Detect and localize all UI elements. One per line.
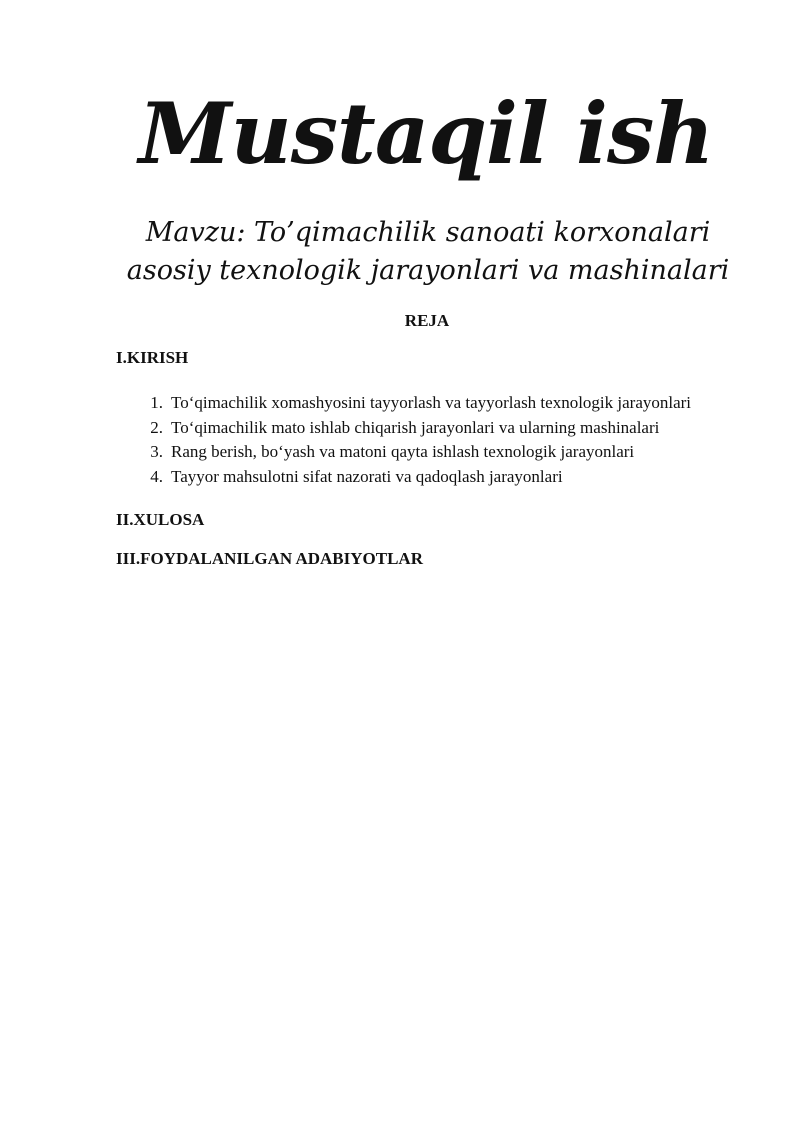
section-heading-conclusion: II.XULOSA: [116, 510, 205, 529]
list-item-number: 3.: [150, 442, 163, 461]
list-item-text: To‘qimachilik mato ishlab chiqarish jarayonlari va ularning mashinalari: [171, 417, 660, 437]
list-item-text: To‘qimachilik xomashyosini tayyorlash va tayyorlash texnologik jarayonlari: [171, 393, 692, 412]
list-item: [116, 440, 776, 465]
section-heading-references: III.FOYDALANILGAN ADABIYOTLAR: [116, 549, 423, 568]
list-item: [116, 465, 776, 490]
document-title: Mustaqil ish: [138, 84, 714, 183]
list-item-number: 1.: [150, 393, 163, 412]
section-heading-intro: I.KIRISH: [116, 348, 189, 367]
plan-heading: REJA: [404, 311, 450, 330]
document-subtitle: Mavzu: To’qimachilik sanoati korxonalari asosiy texnologik jarayonlari va mashinalari: [126, 217, 730, 286]
list-item-number: 4.: [150, 466, 163, 486]
list-item-text: Tayyor mahsulotni sifat nazorati va qadoqlash jarayonlari: [171, 466, 563, 486]
list-item-text: Rang berish, bo‘yash va matoni qayta ishlash texnologik jarayonlari: [171, 442, 635, 461]
list-item-number: 2.: [150, 417, 163, 437]
plan-list: [116, 391, 776, 489]
list-item: [116, 391, 776, 416]
list-item: [116, 416, 776, 441]
